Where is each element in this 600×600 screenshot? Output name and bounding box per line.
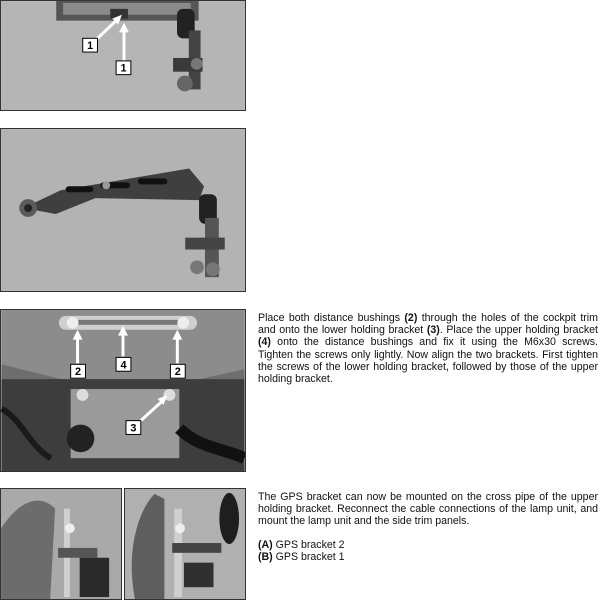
bracket-top-image bbox=[1, 1, 245, 110]
ref-upper-bracket: (4) bbox=[258, 336, 271, 349]
photo-gps-bracket-1 bbox=[124, 488, 246, 600]
callout-2b-label: 2 bbox=[174, 366, 181, 379]
photo-bracket-top bbox=[0, 0, 246, 111]
gps-bracket-2-image bbox=[1, 489, 121, 599]
text-run: through the holes of the cockpit trim and onto the lower holding bracket bbox=[258, 312, 598, 337]
gps-instructions-paragraph: The GPS bracket can now be mounted on the cross pipe of the upper holding bracket. Reconnect the cable connections of the lamp unit, and mount the lamp unit and the side trim panels. bbox=[258, 491, 598, 528]
text-run: . Place the upper holding bracket bbox=[439, 324, 598, 337]
mounting-instructions bbox=[258, 312, 598, 385]
legend-item-b bbox=[258, 551, 598, 563]
legend-label-b: GPS bracket 1 bbox=[272, 550, 345, 563]
gps-instructions bbox=[258, 491, 598, 563]
bracket-assembled-image bbox=[1, 129, 245, 291]
text-run: Place both distance bushings bbox=[258, 312, 405, 324]
text-run: onto the distance bushings and fix it using the M6x30 screws. Tighten the screws only lightly. Now align the two brackets. First tighten the screws of the lower holding bracket, followed by those of the upper holding bracket. bbox=[258, 336, 598, 386]
mounting-instructions-paragraph bbox=[258, 312, 598, 385]
callout-4-label: 4 bbox=[120, 359, 127, 372]
legend-label-a: GPS bracket 2 bbox=[272, 538, 345, 551]
callout-1b-label: 1 bbox=[120, 62, 127, 75]
ref-lower-bracket: (3) bbox=[426, 324, 440, 337]
photo-gps-bracket-2 bbox=[0, 488, 122, 600]
photo-bracket-assembled bbox=[0, 128, 246, 292]
ref-distance-bushings: (2) bbox=[404, 312, 418, 324]
legend-item-a bbox=[258, 539, 598, 551]
legend-key-a: (A) bbox=[258, 538, 273, 551]
gps-bracket-1-image bbox=[125, 489, 245, 599]
legend-key-b: (B) bbox=[258, 550, 273, 563]
cockpit-mounting-image bbox=[1, 310, 245, 471]
photo-cockpit-mounting bbox=[0, 309, 246, 472]
callout-1a-label: 1 bbox=[87, 40, 94, 53]
callout-2a-label: 2 bbox=[75, 366, 82, 379]
callout-3-label: 3 bbox=[130, 422, 137, 435]
